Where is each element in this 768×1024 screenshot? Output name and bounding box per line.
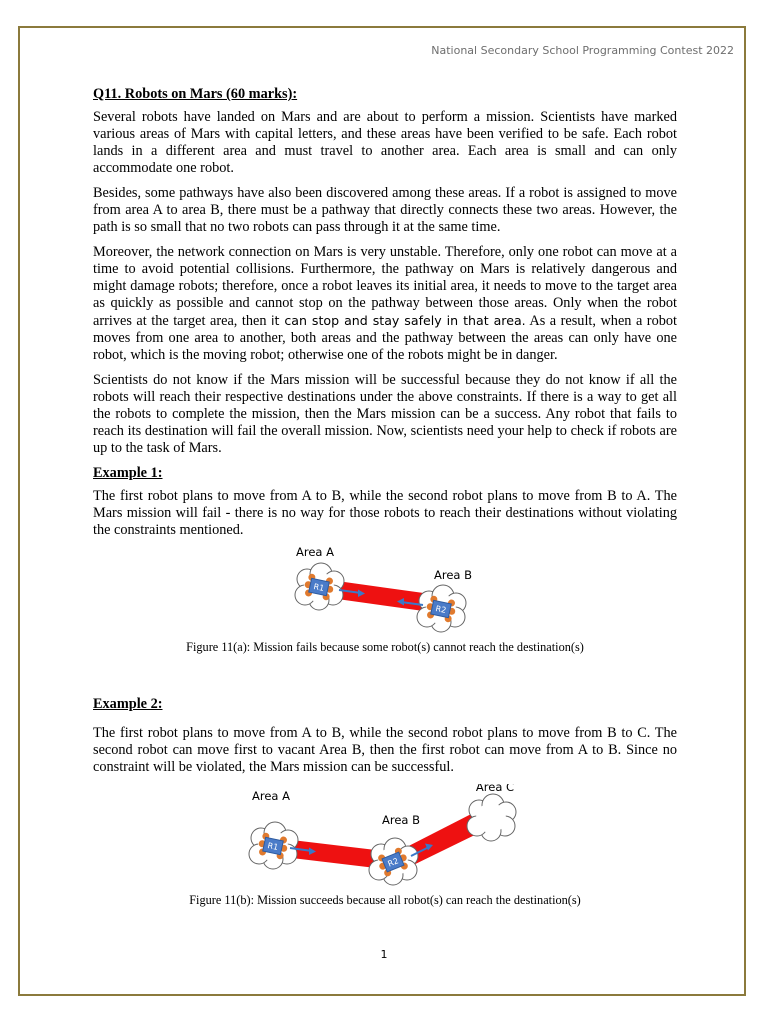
paragraph-1: Several robots have landed on Mars and are about to perform a mission. Scientists have marked various areas of Mars with capital letters, and these areas have been verified to be safe. Each robot lands in a different area and must travel to another area. Each area is small and can only accommodate one robot. (93, 109, 677, 176)
example-2-text: The first robot plans to move from A to B, while the second robot plans to move from B to C. The second robot can move first to vacant Area B, then the first robot can move from A to B. Since no constraint will be violated, the Mars mission can be successful. (93, 725, 677, 775)
paragraph-3 (93, 244, 677, 364)
example-1-title: Example 1: (93, 465, 163, 481)
figure-11b (93, 784, 677, 886)
page-number: 1 (380, 948, 388, 961)
area-a-cloud (295, 563, 344, 610)
paragraph-4: Scientists do not know if the Mars mission will be successful because they do not know if all the robots will reach their respective destinations under the above constraints. If there is a way to get all the robots to complete the mission, then the Mars mission can be a success. Any robot that fails to reach its destination will fail the overall mission. Now, scientists need your help to check if robots are up to the task of Mars. (93, 372, 677, 456)
figure-11b-caption: Figure 11(b): Mission succeeds because all robot(s) can reach the destination(s) (189, 893, 581, 907)
area-a-cloud (249, 822, 298, 869)
paragraph-2: Besides, some pathways have also been discovered among these areas. If a robot is assigned to move from area A to area B, there must be a pathway that directly connects these two areas. However, the path is so small that no two robots can pass through it at the same time. (93, 185, 677, 235)
paragraph-3-part-b: it can stop and stay safely in that area. (271, 313, 526, 328)
robot-r1-label: R1 (312, 581, 326, 593)
area-b-cloud (417, 585, 466, 632)
area-b-label: Area B (433, 568, 473, 582)
figure-11b-diagram (93, 784, 677, 886)
robot-r2-label: R2 (386, 856, 400, 869)
robot-r2-label: R2 (434, 603, 448, 615)
figure-11a-caption: Figure 11(a): Mission fails because some robot(s) cannot reach the destination(s) (186, 640, 584, 654)
area-a-label: Area A (296, 547, 334, 559)
paragraph-3-part-a: Moreover, the network connection on Mars is very unstable. Therefore, only one robot can move at a time to avoid potential collisions. Furthermore, the pathway on Mars is relatively dangerous and might damage robots; therefore, once a robot leaves its initial area, it needs to move to the target area as quickly as possible and cannot stop on the pathway between those areas. Only when the robot arrives at the target area, then (93, 244, 677, 329)
area-a-label: Area A (252, 789, 290, 803)
figure-11a-diagram (93, 547, 677, 635)
area-c-label: Area C (475, 784, 515, 794)
question-content (93, 86, 677, 909)
figure-11a (93, 547, 677, 635)
area-b-label: Area B (381, 813, 421, 827)
paragraph-3-part-c: As a result, when a robot moves from one area to another, both areas and the pathway between the areas can only have one robot, which is the moving robot; otherwise one of the robots might be in danger. (93, 313, 677, 363)
robot-r1-label: R1 (266, 840, 280, 852)
contest-header: National Secondary School Programming Contest 2022 (431, 44, 734, 57)
example-1-text: The first robot plans to move from A to B, while the second robot plans to move from B to A. The Mars mission will fail - there is no way for those robots to reach their destinations without violating the constraints mentioned. (93, 488, 677, 538)
area-c-cloud (467, 794, 516, 841)
example-2-title: Example 2: (93, 696, 163, 712)
question-title: Q11. Robots on Mars (60 marks): (93, 86, 298, 102)
